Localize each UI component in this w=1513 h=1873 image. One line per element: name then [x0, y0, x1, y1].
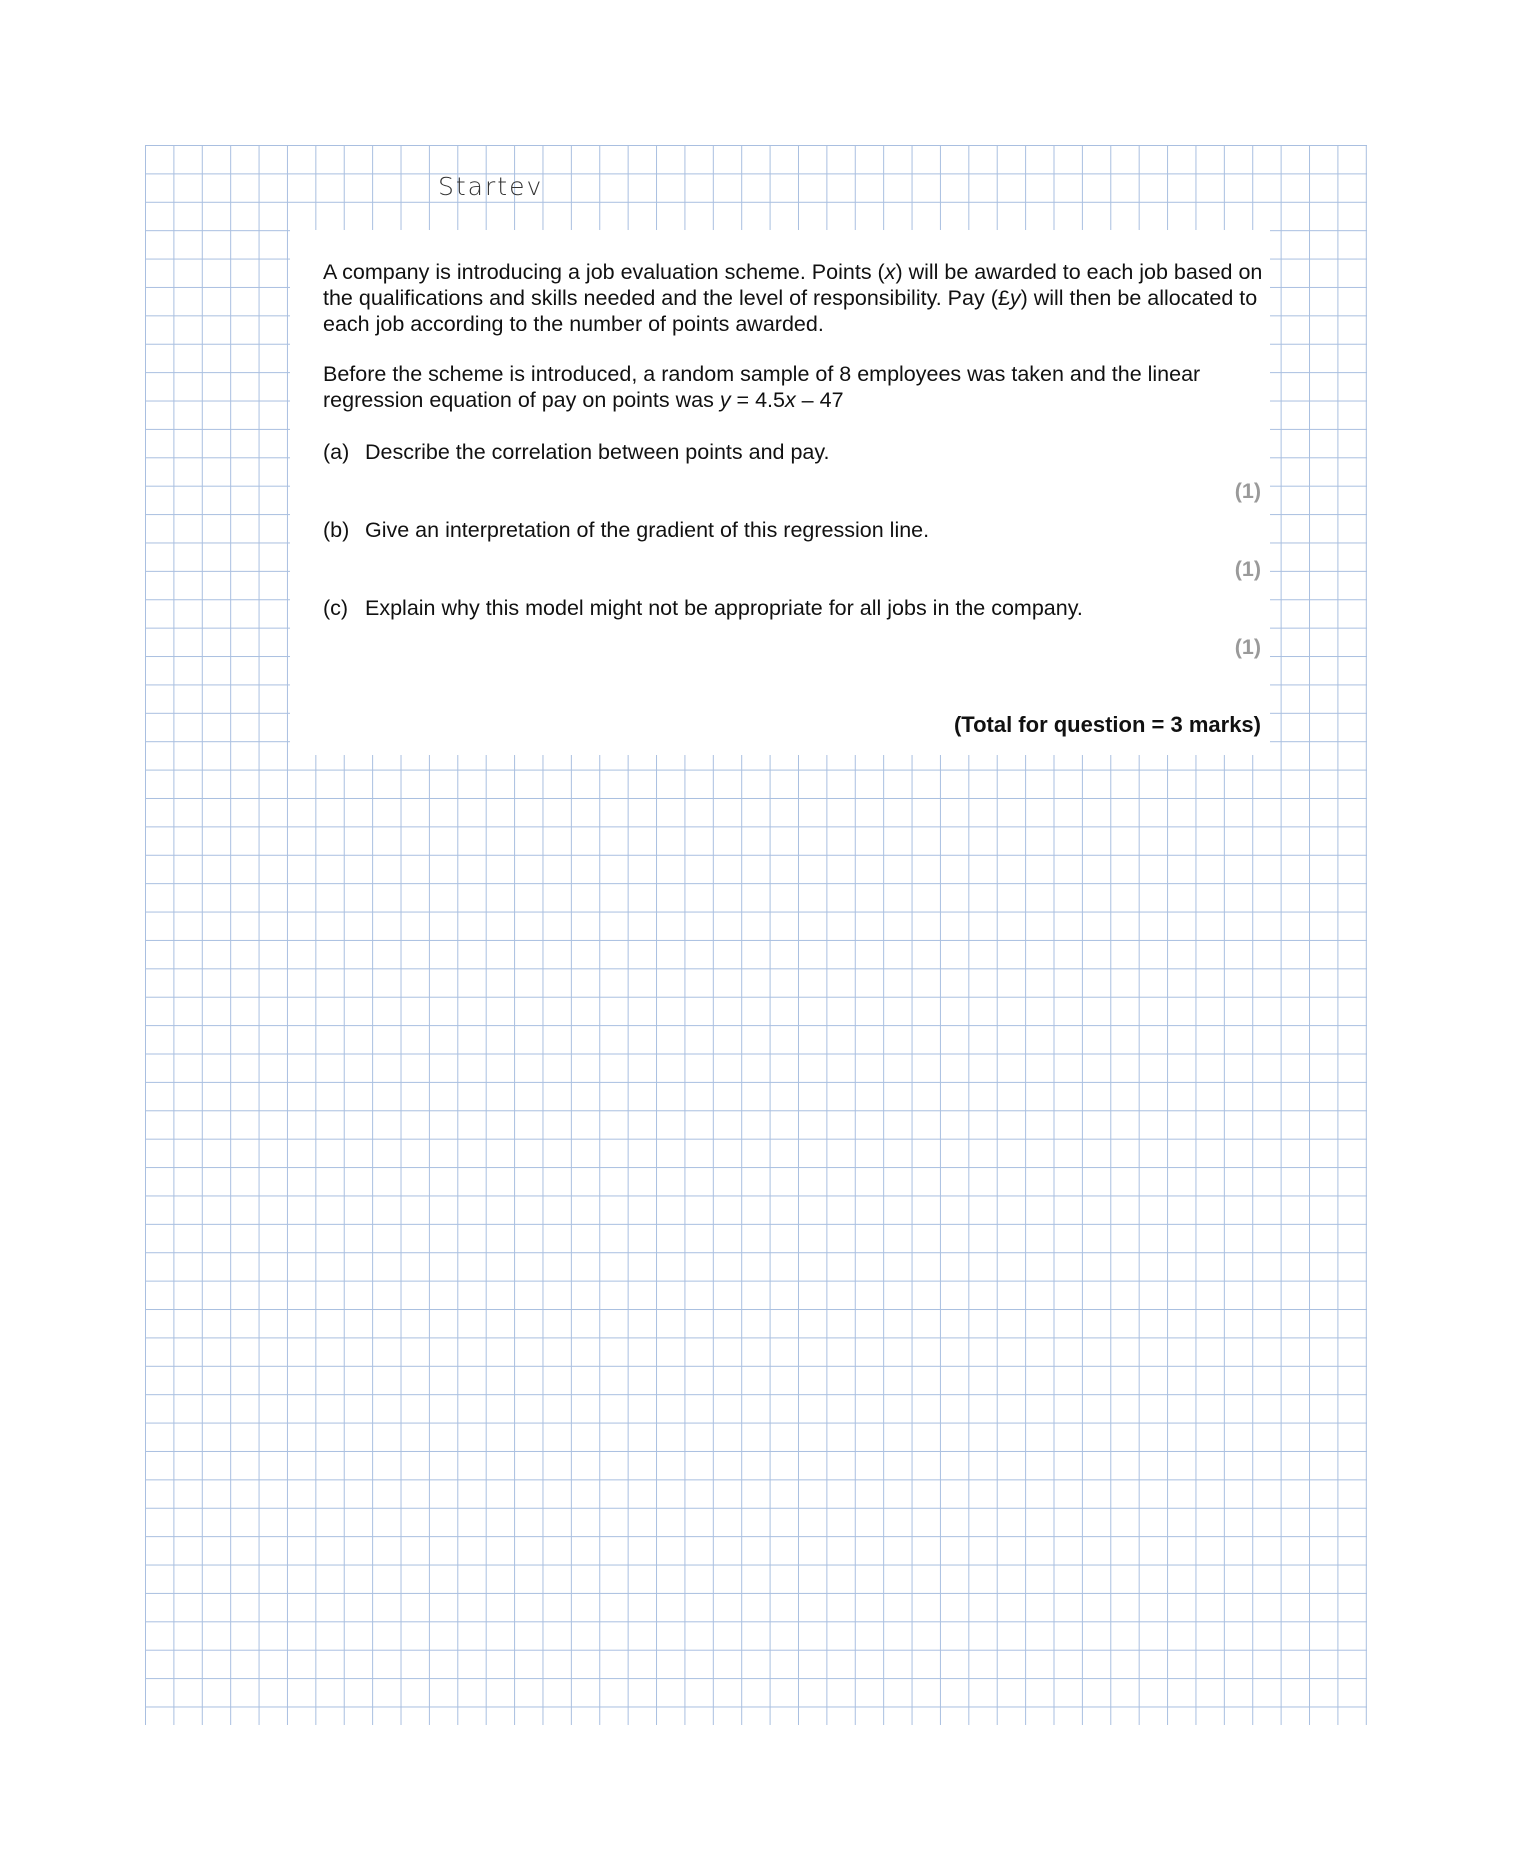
part-label: (b) [323, 518, 350, 542]
part-text: Give an interpretation of the gradient of this regression line. [365, 518, 930, 542]
marks-part-b: (1) [1234, 557, 1261, 581]
part-text: Describe the correlation between points and pay. [365, 440, 830, 464]
part-label: (c) [323, 596, 349, 620]
question-part-b [323, 518, 929, 543]
marks-part-c: (1) [1234, 635, 1261, 659]
total-marks: (Total for question = 3 marks) [953, 712, 1261, 737]
marks-part-a: (1) [1234, 479, 1261, 503]
question-part-a [323, 440, 830, 465]
part-text: Explain why this model might not be appropriate for all jobs in the company. [365, 596, 1083, 620]
question-part-c [323, 596, 1083, 621]
part-label: (a) [323, 440, 350, 464]
intro-paragraph-1: A company is introducing a job evaluation scheme. Points (x) will be awarded to each job based on the qualifications and skills needed and the level of responsibility. Pay (£y) will then be allocated to each job according to the number of points awarded. [323, 260, 1263, 336]
handwritten-heading: Startev [438, 172, 544, 201]
intro-paragraph-2: Before the scheme is introduced, a random sample of 8 employees was taken and the linear regression equation of pay on points was y = 4.5x – 47 [323, 362, 1201, 412]
